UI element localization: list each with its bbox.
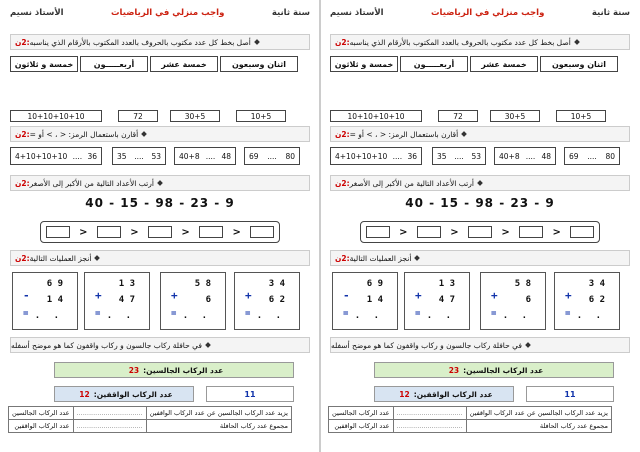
worksheet-title: واجب منزلي في الرياضيات: [431, 8, 545, 18]
compare-right: 48: [541, 151, 551, 161]
table-cell-label: يزيد عدد الركاب الجالسين عن عدد الركاب الواقفين: [466, 407, 611, 420]
question-4: [330, 250, 630, 266]
word-box[interactable]: أربعـــــون: [400, 56, 468, 72]
bullet-icon: [95, 255, 101, 261]
word-box[interactable]: خمسة و ثلاثون: [10, 56, 78, 72]
grade-level: سنة ثانية: [591, 8, 630, 18]
number-box[interactable]: 72: [118, 110, 158, 122]
standing-value: 12: [79, 389, 90, 399]
compare-box[interactable]: 35 .... 53: [112, 147, 166, 165]
number-box[interactable]: 72: [438, 110, 478, 122]
bullet-icon: [254, 39, 260, 45]
bullet-icon: [574, 39, 580, 45]
question-4: [10, 250, 310, 266]
question-5-text: في حافلة ركاب جالسون و ركاب واقفون كما هو موضح أسفله: [11, 340, 202, 350]
word-box[interactable]: خمسة عشر: [470, 56, 538, 72]
question-3-text: أرتب الأعداد التالية من الأكبر إلى الأصغر: [29, 178, 154, 188]
order-slot[interactable]: [468, 226, 492, 238]
compare-left: 35: [117, 151, 127, 161]
number-box[interactable]: 10+5: [556, 110, 606, 122]
order-chain: > > > >: [360, 221, 600, 243]
question-3: [330, 175, 630, 191]
bus-answer-table: [8, 406, 292, 433]
grade-level: سنة ثانية: [271, 8, 310, 18]
seated-label: عدد الركاب الجالسين: [466, 365, 544, 375]
question-3-points: :2ن: [335, 178, 350, 188]
operator-sign: +: [415, 289, 422, 302]
operation-box[interactable]: 3 4 + 6 2 = . .: [234, 272, 300, 330]
result-blank[interactable]: . .: [182, 311, 211, 321]
compare-right: 53: [151, 151, 161, 161]
operand-1: 6 9: [46, 279, 63, 289]
table-cell-label: مجموع عدد ركاب الحافلة: [146, 420, 291, 433]
question-4-points: :2ن: [335, 253, 350, 263]
seated-value: 23: [448, 365, 460, 375]
question-2: [330, 126, 630, 142]
word-box[interactable]: أربعـــــون: [80, 56, 148, 72]
operand-1: 3 4: [268, 279, 285, 289]
order-slot[interactable]: [97, 226, 121, 238]
extra-value: 11: [206, 386, 294, 402]
result-blank[interactable]: . .: [502, 311, 531, 321]
operand-2: 4 7: [118, 295, 135, 305]
operand-1: 5 8: [194, 279, 211, 289]
question-1-points: :2ن: [335, 37, 350, 47]
compare-box[interactable]: 69 .... 80: [244, 147, 300, 165]
operand-2: 4 7: [438, 295, 455, 305]
question-2-text: أقارن باستعمال الرمز: < ، > أو =: [349, 129, 459, 139]
bullet-icon: [525, 342, 531, 348]
compare-right: 48: [221, 151, 231, 161]
compare-box[interactable]: 35 .... 53: [432, 147, 486, 165]
question-5: [10, 337, 310, 353]
compare-left: 35: [437, 151, 447, 161]
operator-sign: -: [343, 289, 350, 302]
operation-box[interactable]: 5 8 + 6 = . .: [480, 272, 546, 330]
question-2-text: أقارن باستعمال الرمز: < ، > أو =: [29, 129, 139, 139]
compare-box[interactable]: 4+10+10+10 .... 36: [330, 147, 422, 165]
operand-1: 3 4: [588, 279, 605, 289]
question-1: [330, 34, 630, 50]
standing-count: عدد الركاب الواقفين : 12: [374, 386, 514, 402]
operation-box[interactable]: 1 3 + 4 7 = . .: [404, 272, 470, 330]
operator-sign: +: [171, 289, 178, 302]
operand-2: 1 4: [46, 295, 63, 305]
worksheet-header: [6, 4, 314, 22]
operation-box[interactable]: 3 4 + 6 2 = . .: [554, 272, 620, 330]
operator-sign: +: [245, 289, 252, 302]
question-3: [10, 175, 310, 191]
operand-2: 6 2: [588, 295, 605, 305]
order-slot[interactable]: [148, 226, 172, 238]
question-2-points: :2ن: [335, 129, 350, 139]
answer-blank[interactable]: ................................: [73, 407, 146, 420]
order-slot[interactable]: [199, 226, 223, 238]
operand-2: 6: [525, 295, 531, 305]
operator-sign: +: [565, 289, 572, 302]
number-box[interactable]: 30+5: [490, 110, 540, 122]
question-1-text: أصل بخط كل عدد مكتوب بالحروف بالعدد المكتوب بالأرقام الذي يناسبه: [29, 37, 251, 47]
question-3-text: أرتب الأعداد التالية من الأكبر إلى الأصغر: [349, 178, 474, 188]
compare-box[interactable]: 40+8 .... 48: [494, 147, 556, 165]
operation-box[interactable]: 6 9 - 1 4 = . .: [332, 272, 398, 330]
compare-right: 80: [605, 151, 615, 161]
table-cell-label: عدد الركاب الواقفين: [9, 420, 74, 433]
bullet-icon: [461, 131, 467, 137]
number-box[interactable]: 10+5: [236, 110, 286, 122]
operator-sign: +: [95, 289, 102, 302]
seated-value: 23: [128, 365, 140, 375]
bullet-icon: [157, 180, 163, 186]
bus-answer-table: [328, 406, 612, 433]
operand-1: 6 9: [366, 279, 383, 289]
question-1-text: أصل بخط كل عدد مكتوب بالحروف بالعدد المكتوب بالأرقام الذي يناسبه: [349, 37, 571, 47]
order-slot[interactable]: [570, 226, 594, 238]
seated-count: عدد الركاب الجالسين : 23: [374, 362, 614, 378]
question-5-text: في حافلة ركاب جالسون و ركاب واقفون كما هو موضح أسفله: [331, 340, 522, 350]
compare-right: 36: [407, 151, 417, 161]
operand-1: 1 3: [118, 279, 135, 289]
operand-2: 6: [205, 295, 211, 305]
compare-left: 4+10+10+10: [15, 151, 68, 161]
standing-count: عدد الركاب الواقفين : 12: [54, 386, 194, 402]
operand-1: 5 8: [514, 279, 531, 289]
question-4-text: أنجز العمليات التالية: [349, 253, 412, 263]
teacher-name: الأستاذ نسيم: [330, 8, 384, 18]
question-3-points: :2ن: [15, 178, 30, 188]
bullet-icon: [205, 342, 211, 348]
operand-2: 6 2: [268, 295, 285, 305]
result-blank[interactable]: . .: [34, 311, 63, 321]
compare-box[interactable]: 69 .... 80: [564, 147, 620, 165]
question-4-text: أنجز العمليات التالية: [29, 253, 92, 263]
table-cell-label: عدد الركاب الواقفين: [329, 420, 394, 433]
worksheet-right: [320, 0, 640, 452]
answer-blank[interactable]: ................................: [393, 407, 466, 420]
seated-count: عدد الركاب الجالسين : 23: [54, 362, 294, 378]
standing-label: عدد الركاب الواقفين: [96, 389, 173, 399]
compare-left: 40+8: [179, 151, 200, 161]
compare-right: 53: [471, 151, 481, 161]
answer-blank[interactable]: ................................: [393, 420, 466, 433]
worksheet-header: [326, 4, 634, 22]
number-box[interactable]: 10+10+10+10: [10, 110, 102, 122]
table-cell-label: مجموع عدد ركاب الحافلة: [466, 420, 611, 433]
table-cell-label: يزيد عدد الركاب الجالسين عن عدد الركاب الواقفين: [146, 407, 291, 420]
operation-box[interactable]: 6 9 - 1 4 = . .: [12, 272, 78, 330]
number-sequence: 40 - 15 - 98 - 23 - 9: [405, 196, 555, 210]
question-2: [10, 126, 310, 142]
word-box[interactable]: اثنان وسبعون: [220, 56, 298, 72]
extra-value: 11: [526, 386, 614, 402]
table-cell-label: عدد الركاب الجالسين: [9, 407, 74, 420]
order-chain: > > > >: [40, 221, 280, 243]
number-sequence: 40 - 15 - 98 - 23 - 9: [85, 196, 235, 210]
result-blank[interactable]: . .: [256, 311, 285, 321]
order-slot[interactable]: [366, 226, 390, 238]
bullet-icon: [415, 255, 421, 261]
result-blank[interactable]: . .: [354, 311, 383, 321]
result-blank[interactable]: . .: [106, 311, 135, 321]
answer-blank[interactable]: ................................: [73, 420, 146, 433]
teacher-name: الأستاذ نسيم: [10, 8, 64, 18]
operator-sign: +: [491, 289, 498, 302]
compare-left: 69: [249, 151, 259, 161]
question-1-points: :2ن: [15, 37, 30, 47]
number-box[interactable]: 10+10+10+10: [330, 110, 422, 122]
order-slot[interactable]: [519, 226, 543, 238]
compare-right: 36: [87, 151, 97, 161]
operation-box[interactable]: 5 8 + 6 = . .: [160, 272, 226, 330]
seated-label: عدد الركاب الجالسين: [146, 365, 224, 375]
compare-left: 4+10+10+10: [335, 151, 388, 161]
question-5: [330, 337, 630, 353]
operation-box[interactable]: 1 3 + 4 7 = . .: [84, 272, 150, 330]
word-box[interactable]: خمسة عشر: [150, 56, 218, 72]
order-slot[interactable]: [250, 226, 274, 238]
result-blank[interactable]: . .: [426, 311, 455, 321]
question-4-points: :2ن: [15, 253, 30, 263]
compare-left: 69: [569, 151, 579, 161]
result-blank[interactable]: . .: [576, 311, 605, 321]
compare-box[interactable]: 40+8 .... 48: [174, 147, 236, 165]
number-box[interactable]: 30+5: [170, 110, 220, 122]
bullet-icon: [477, 180, 483, 186]
table-cell-label: عدد الركاب الجالسين: [329, 407, 394, 420]
standing-label: عدد الركاب الواقفين: [416, 389, 493, 399]
word-box[interactable]: اثنان وسبعون: [540, 56, 618, 72]
compare-right: 80: [285, 151, 295, 161]
standing-value: 12: [399, 389, 410, 399]
order-slot[interactable]: [417, 226, 441, 238]
question-1: [10, 34, 310, 50]
compare-left: 40+8: [499, 151, 520, 161]
order-slot[interactable]: [46, 226, 70, 238]
operator-sign: -: [23, 289, 30, 302]
question-2-points: :2ن: [15, 129, 30, 139]
bullet-icon: [141, 131, 147, 137]
word-box[interactable]: خمسة و ثلاثون: [330, 56, 398, 72]
worksheet-title: واجب منزلي في الرياضيات: [111, 8, 225, 18]
operand-1: 1 3: [438, 279, 455, 289]
compare-box[interactable]: 4+10+10+10 .... 36: [10, 147, 102, 165]
operand-2: 1 4: [366, 295, 383, 305]
